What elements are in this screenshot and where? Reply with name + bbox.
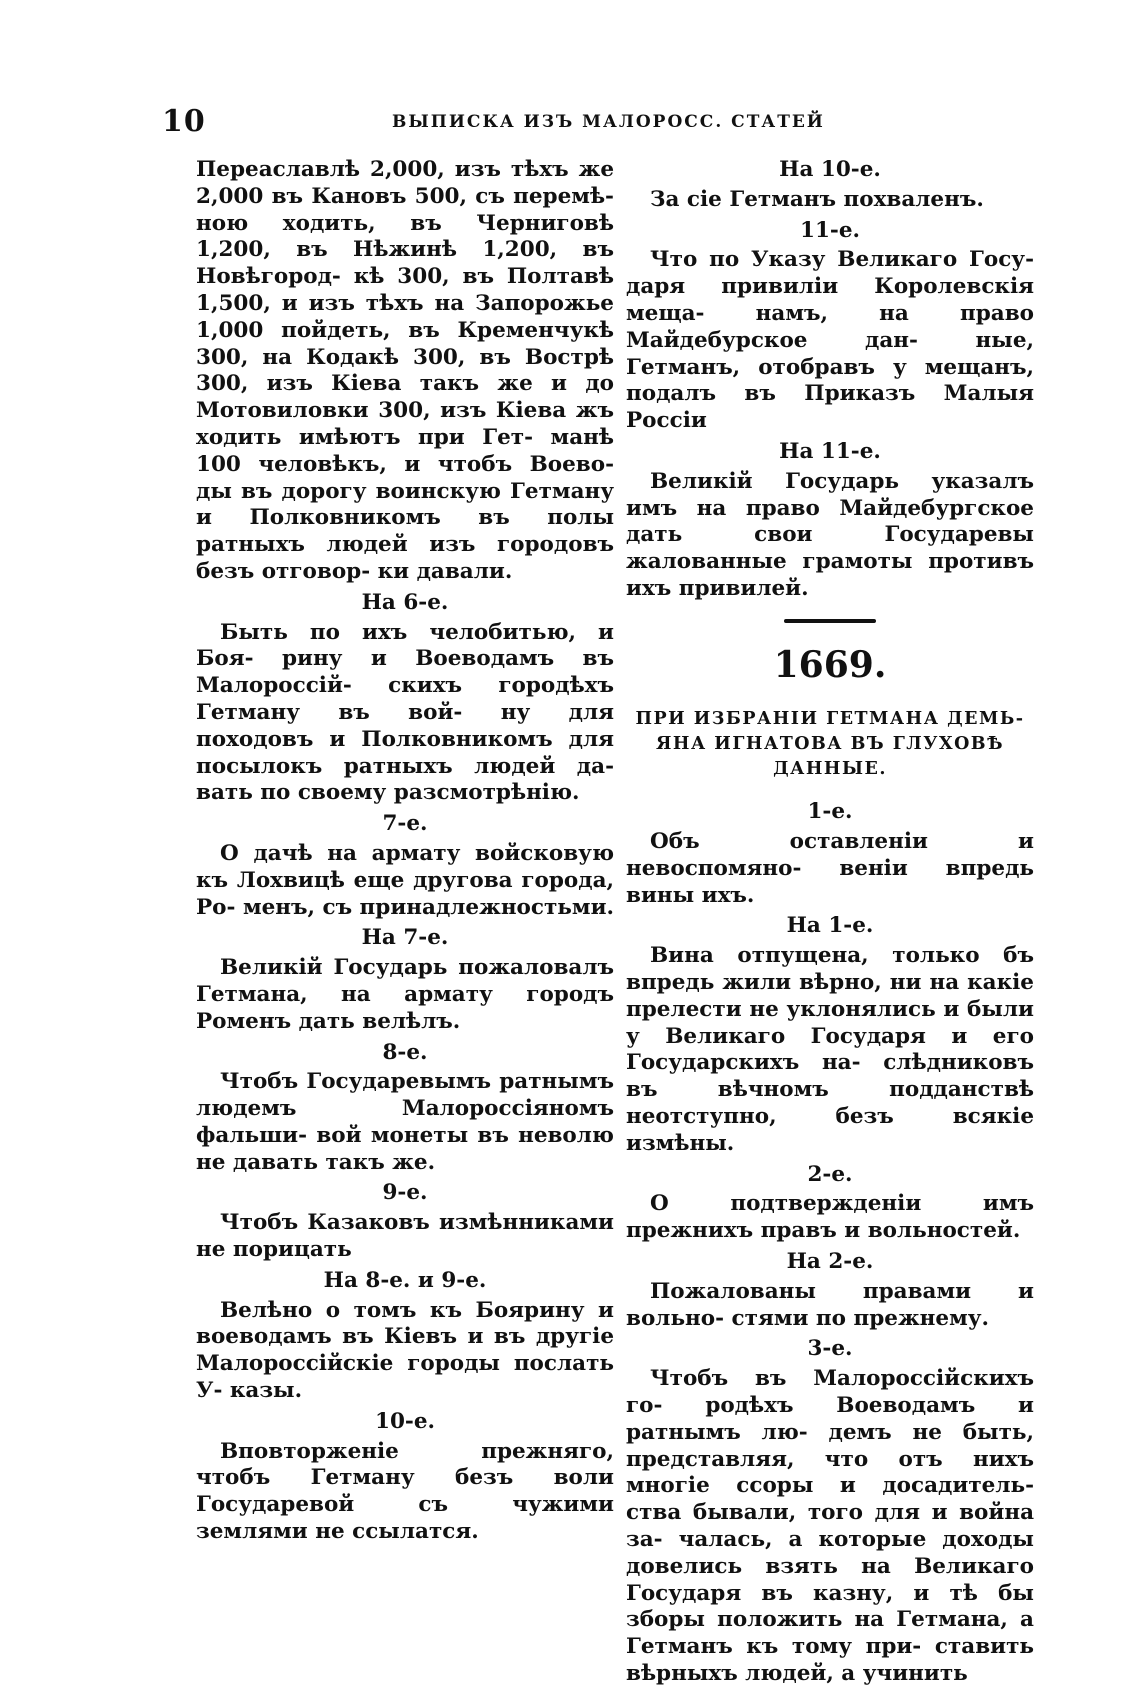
article-heading: На 7-е. [361,925,449,951]
text-line: Гетмана, на армату городъ Роменъ [196,981,614,1034]
text-line: Гетману безъ воли Государевой съ [196,1465,614,1518]
paragraph [626,1191,1034,1245]
paragraph [196,1210,614,1264]
paragraph [626,1279,1034,1333]
text-line: ЯНА ИГНАТОВА ВЪ ГЛУХОВѢ [655,733,1005,754]
article-heading: На 1-е. [786,913,874,939]
paragraph-text [196,1069,614,1176]
text-line: вать по своему разсмотрѣнію. [196,780,580,806]
paragraph [196,1298,614,1405]
article-heading: 10-е. [374,1408,435,1434]
text-line: не уклонялись и были у Великаго [626,996,1034,1049]
article-heading: На 2-е. [786,1249,874,1274]
paragraph [196,841,614,921]
text-line: не порицать [196,1237,352,1263]
paragraph [196,1069,614,1176]
text-line: Чтобъ въ Малороссійскихъ го- [626,1366,1034,1418]
article-heading: На 10-е. [779,157,881,182]
text-line: 300, въ Вострѣ 300, изъ Кіева [196,344,614,397]
left-column [196,157,614,1550]
text-line: кѣ 300, въ Полтавѣ 1,500, и изъ [196,264,614,316]
paragraph-text [626,1279,1034,1333]
paragraph-text [196,955,614,1035]
paragraph [196,1439,614,1546]
text-line: Что по Указу Великаго Госу- [650,247,1034,273]
text-line: въ Кременчукѣ 300, на Кодакѣ [196,317,614,370]
text-line: За сіе Гетманъ похваленъ. [650,186,984,212]
paragraph-text [626,187,1034,214]
text-line: неотступно, безъ всякіе измѣны. [626,1104,1034,1156]
text-line: на право Майдебургское дать свои [626,495,1034,548]
text-line: родѣхъ Воеводамъ и ратнымъ лю- [626,1392,1034,1445]
text-line: стями по прежнему. [731,1305,989,1331]
text-line: и Полковникомъ въ полы ратныхъ [196,505,614,558]
section-divider [784,619,876,623]
text-line: такъ же. [325,1149,436,1175]
right-column [626,157,1034,1692]
text-line: жили вѣрно, ни на какіе прелести [626,970,1034,1022]
text-line: Переаславлѣ 2,000, изъ тѣхъ же [196,157,614,182]
paragraph [196,955,614,1035]
text-line: Великій Государь указалъ имъ [626,468,1034,521]
paragraph-text [196,1439,614,1546]
text-line: Лохвицѣ еще другова города, Ро- [196,867,614,920]
paragraph-text [626,707,1034,782]
text-line: демъ не быть, представляя, что отъ [626,1419,1034,1472]
article-heading: На 8-е. и 9-е. [323,1267,487,1293]
page-number: 10 [162,104,206,139]
paragraph [196,620,614,808]
text-line: Государевы жалованные грамоты [626,522,1034,575]
article-heading: 2-е. [807,1161,853,1187]
article-heading: 7-е. [382,811,428,837]
text-line: 2,000 въ Кановъ 500, съ перемѣ- [196,183,614,209]
text-line: даря привиліи Королевскія меща- [626,274,1034,326]
text-line: взять на Великаго Государя въ [626,1553,1034,1606]
paragraph-text [196,1298,614,1405]
paragraph-text [626,1191,1034,1245]
text-line: ною ходить, въ Черниговѣ 1,200, [196,210,614,263]
text-line: казну, и тѣ бы зборы положить на [626,1580,1034,1633]
text-line: такъ же и до Мотовиловки 300, изъ [196,371,614,424]
paragraph-text [626,1366,1034,1688]
paragraph-text [626,469,1034,603]
text-line: Быть по ихъ челобитью, и Боя- [196,619,614,672]
text-line: Гетмана, а Гетманъ къ тому при- [626,1607,1034,1660]
text-line: веніи впредь вины ихъ. [626,855,1034,908]
text-line: казы. [229,1378,303,1404]
paragraph [626,943,1034,1157]
text-line: Пожалованы правами и вольно- [626,1278,1034,1331]
text-line: слѣдниковъ въ вѣчномъ подданствѣ [626,1050,1034,1103]
article-heading: 11-е. [799,217,860,243]
text-line: рину и Воеводамъ въ Малороссій- [196,646,614,699]
text-line: тѣхъ на Запорожье 1,000 пойдеть, [196,290,614,343]
text-line: правъ и вольностей. [760,1218,1021,1244]
text-line: Великій Государь пожаловалъ [220,955,614,981]
text-line: ды въ дорогу воинскую Гетману [196,478,614,504]
paragraph-text [626,247,1034,435]
text-line: противъ ихъ привилей. [626,549,1034,601]
text-line: нихъ многіе ссоры и досадитель- [626,1446,1034,1499]
text-line: Чтобъ Казаковъ измѣнниками [220,1210,614,1236]
paragraph-intro [196,157,614,586]
text-line: въ Нѣжинѣ 1,200, въ Новѣгород- [196,237,614,290]
article-heading: На 11-е. [779,438,881,464]
article-heading: 8-е. [382,1039,428,1065]
paragraph [626,469,1034,603]
running-title: ВЫПИСКА ИЗЪ МАЛОРОСС. СТАТЕЙ [392,112,825,132]
article-heading: 3-е. [807,1336,853,1362]
text-line: Государя и его Государскихъ на- [626,1023,1034,1076]
text-line: Кіева жъ ходить имѣютъ при Гет- [196,398,614,450]
paragraph-text [626,943,1034,1157]
text-line: подалъ въ Приказъ Малыя Россіи [626,381,1034,434]
text-line: О дачѣ на армату войсковую къ [196,840,614,893]
text-line: Объ оставленіи и невоспомяно- [626,829,1034,881]
text-line: ну для походовъ и Полковникомъ [196,699,614,752]
text-line: Велѣно о томъ къ Боярину и [220,1297,614,1323]
article-heading: 9-е. [382,1180,428,1206]
text-line: дать велѣлъ. [298,1008,461,1034]
paragraph-text [196,620,614,808]
text-line: Вповторженіе прежняго, чтобъ [196,1438,614,1491]
paragraph-text [626,829,1034,909]
text-line: менъ, съ принадлежностьми. [242,894,615,920]
text-line: для посылокъ ратныхъ людей да- [196,726,614,779]
text-line: намъ, на право Майдебурское дан- [626,300,1034,353]
paragraph [626,1366,1034,1688]
text-line: воеводамъ въ Кіевъ и въ другіе [196,1324,614,1350]
paragraph [626,247,1034,435]
text-line: ные, Гетманъ, отобравъ у мещанъ, [626,327,1034,380]
text-line: манѣ 100 человѣкъ, и чтобъ Воево- [196,424,614,477]
text-line: ПРИ ИЗБРАНІИ ГЕТМАНА ДЕМЬ- [635,708,1025,729]
text-line: скихъ городѣхъ Гетману въ вой- [196,673,614,725]
text-line: чужими землями не ссылатся. [196,1492,614,1545]
text-line: вой монеты въ неволю не давать [196,1122,614,1175]
paragraph [626,187,1034,214]
article-heading: На 6-е. [361,589,449,615]
text-line: ДАННЫЕ. [773,758,887,779]
text-line: Вина отпущена, только бъ впредь [626,943,1034,996]
page-header [162,104,1022,144]
article-heading: 1-е. [807,799,853,825]
paragraph-text [196,157,614,586]
section-heading [626,707,1034,782]
paragraph-text [196,841,614,921]
text-line: О подтвержденіи имъ прежнихъ [626,1191,1034,1244]
year-heading: 1669. [773,643,887,686]
text-line: ки давали. [377,558,513,584]
text-line: ства бывали, того для и война за- [626,1500,1034,1552]
paragraph-text [196,1210,614,1264]
text-line: Малороссійскіе городы послать У- [196,1351,614,1404]
paragraph [626,829,1034,909]
text-line: людей изъ городовъ безъ отговор- [196,532,614,584]
text-line: чалась, а которые доходы довелись [626,1526,1034,1579]
text-line: людемъ Малороссіяномъ фальши- [196,1096,614,1148]
text-line: Чтобъ Государевымъ ратнымъ [220,1069,614,1095]
text-line: ставить вѣрныхъ людей, а учинить [626,1634,1034,1686]
